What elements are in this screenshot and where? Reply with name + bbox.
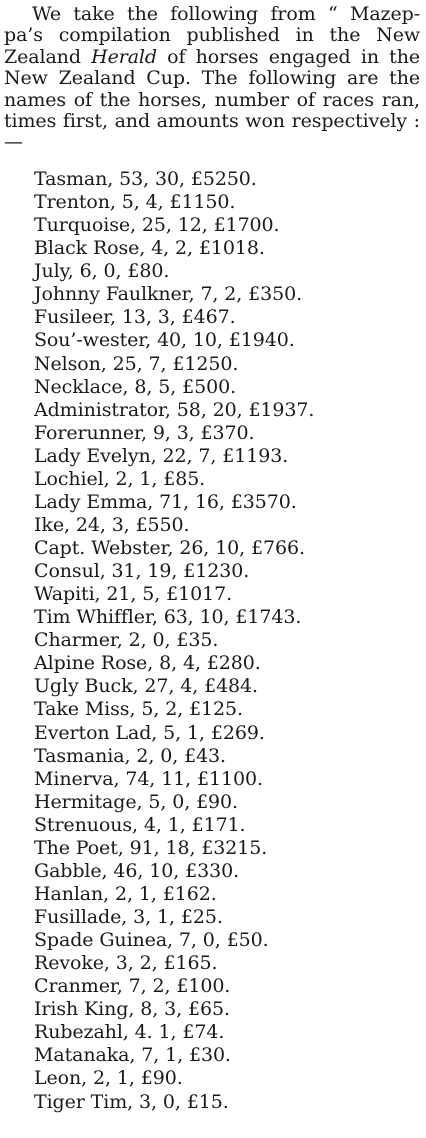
horse-entry: Everton Lad, 5, 1, £269. — [34, 721, 265, 744]
horse-entry: Tasman, 53, 30, £5250. — [34, 168, 257, 190]
horse-entry: Spade Guinea, 7, 0, £50. — [34, 929, 269, 952]
horse-entry: Ike, 24, 3, £550. — [34, 513, 190, 536]
horse-entry: Alpine Rose, 8, 4, £280. — [34, 652, 261, 675]
horse-entry: Administrator, 58, 20, £1937. — [34, 398, 315, 421]
intro-paragraph — [4, 4, 420, 154]
horse-entry: Hermitage, 5, 0, £90. — [34, 790, 238, 813]
horse-entry: Leon, 2, 1, £90. — [34, 1067, 183, 1090]
horse-entry: Consul, 31, 19, £1230. — [34, 560, 250, 583]
horse-entry: Hanlan, 2, 1, £162. — [34, 882, 217, 905]
horse-list — [34, 168, 314, 1114]
horse-entry: Cranmer, 7, 2, £100. — [34, 975, 231, 998]
horse-entry: Tiger Tim, 3, 0, £15. — [34, 1090, 229, 1113]
horse-entry: Capt. Webster, 26, 10, £766. — [34, 537, 305, 559]
horse-entry: Trenton, 5, 4, £1150. — [34, 191, 236, 214]
horse-entry: The Poet, 91, 18, £3215. — [34, 836, 268, 859]
horse-entry: Sou’-wester, 40, 10, £1940. — [34, 329, 295, 352]
horse-entry: Revoke, 3, 2, £165. — [34, 952, 218, 975]
horse-entry: Nelson, 25, 7, £1250. — [34, 352, 239, 375]
horse-entry: Strenuous, 4, 1, £171. — [34, 813, 246, 836]
horse-entry: Tasmania, 2, 0, £43. — [34, 744, 226, 767]
intro-text-start: We take the following from “ Mazep-pa’s compilation published in the New Zealand — [4, 3, 420, 68]
horse-entry: Fusillade, 3, 1, £25. — [34, 906, 223, 928]
horse-entry: Charmer, 2, 0, £35. — [34, 629, 219, 652]
horse-entry: Ugly Buck, 27, 4, £484. — [34, 675, 258, 698]
horse-entry: Matanaka, 7, 1, £30. — [34, 1044, 231, 1067]
horse-entry: Minerva, 74, 11, £1100. — [34, 767, 263, 790]
horse-entry: Gabble, 46, 10, £330. — [34, 859, 240, 882]
horse-entry: Lochiel, 2, 1, £85. — [34, 467, 206, 490]
horse-entry: Irish King, 8, 3, £65. — [34, 998, 230, 1021]
horse-entry: Forerunner, 9, 3, £370. — [34, 421, 255, 444]
horse-entry: Black Rose, 4, 2, £1018. — [34, 237, 265, 260]
horse-entry: Necklace, 8, 5, £500. — [34, 375, 237, 398]
horse-entry: Turquoise, 25, 12, £1700. — [34, 214, 280, 237]
horse-entry: July, 6, 0, £80. — [34, 260, 170, 283]
horse-entry: Rubezahl, 4. 1, £74. — [34, 1021, 225, 1044]
horse-entry: Take Miss, 5, 2, £125. — [34, 698, 243, 721]
horse-entry: Tim Whiffler, 63, 10, £1743. — [34, 606, 302, 629]
horse-entry: Wapiti, 21, 5, £1017. — [34, 583, 233, 606]
horse-entry: Johnny Faulkner, 7, 2, £350. — [34, 283, 303, 306]
intro-text-end: of horses engaged in the New Zealand Cup. The following are the names of the horses, number of races ran, times first, and amounts won respectively :— — [4, 45, 420, 154]
horse-entry: Fusileer, 13, 3, £467. — [34, 306, 236, 329]
herald-italic: Herald — [91, 45, 157, 68]
horse-entry: Lady Emma, 71, 16, £3570. — [34, 490, 297, 513]
horse-entry: Lady Evelyn, 22, 7, £1193. — [34, 444, 289, 467]
